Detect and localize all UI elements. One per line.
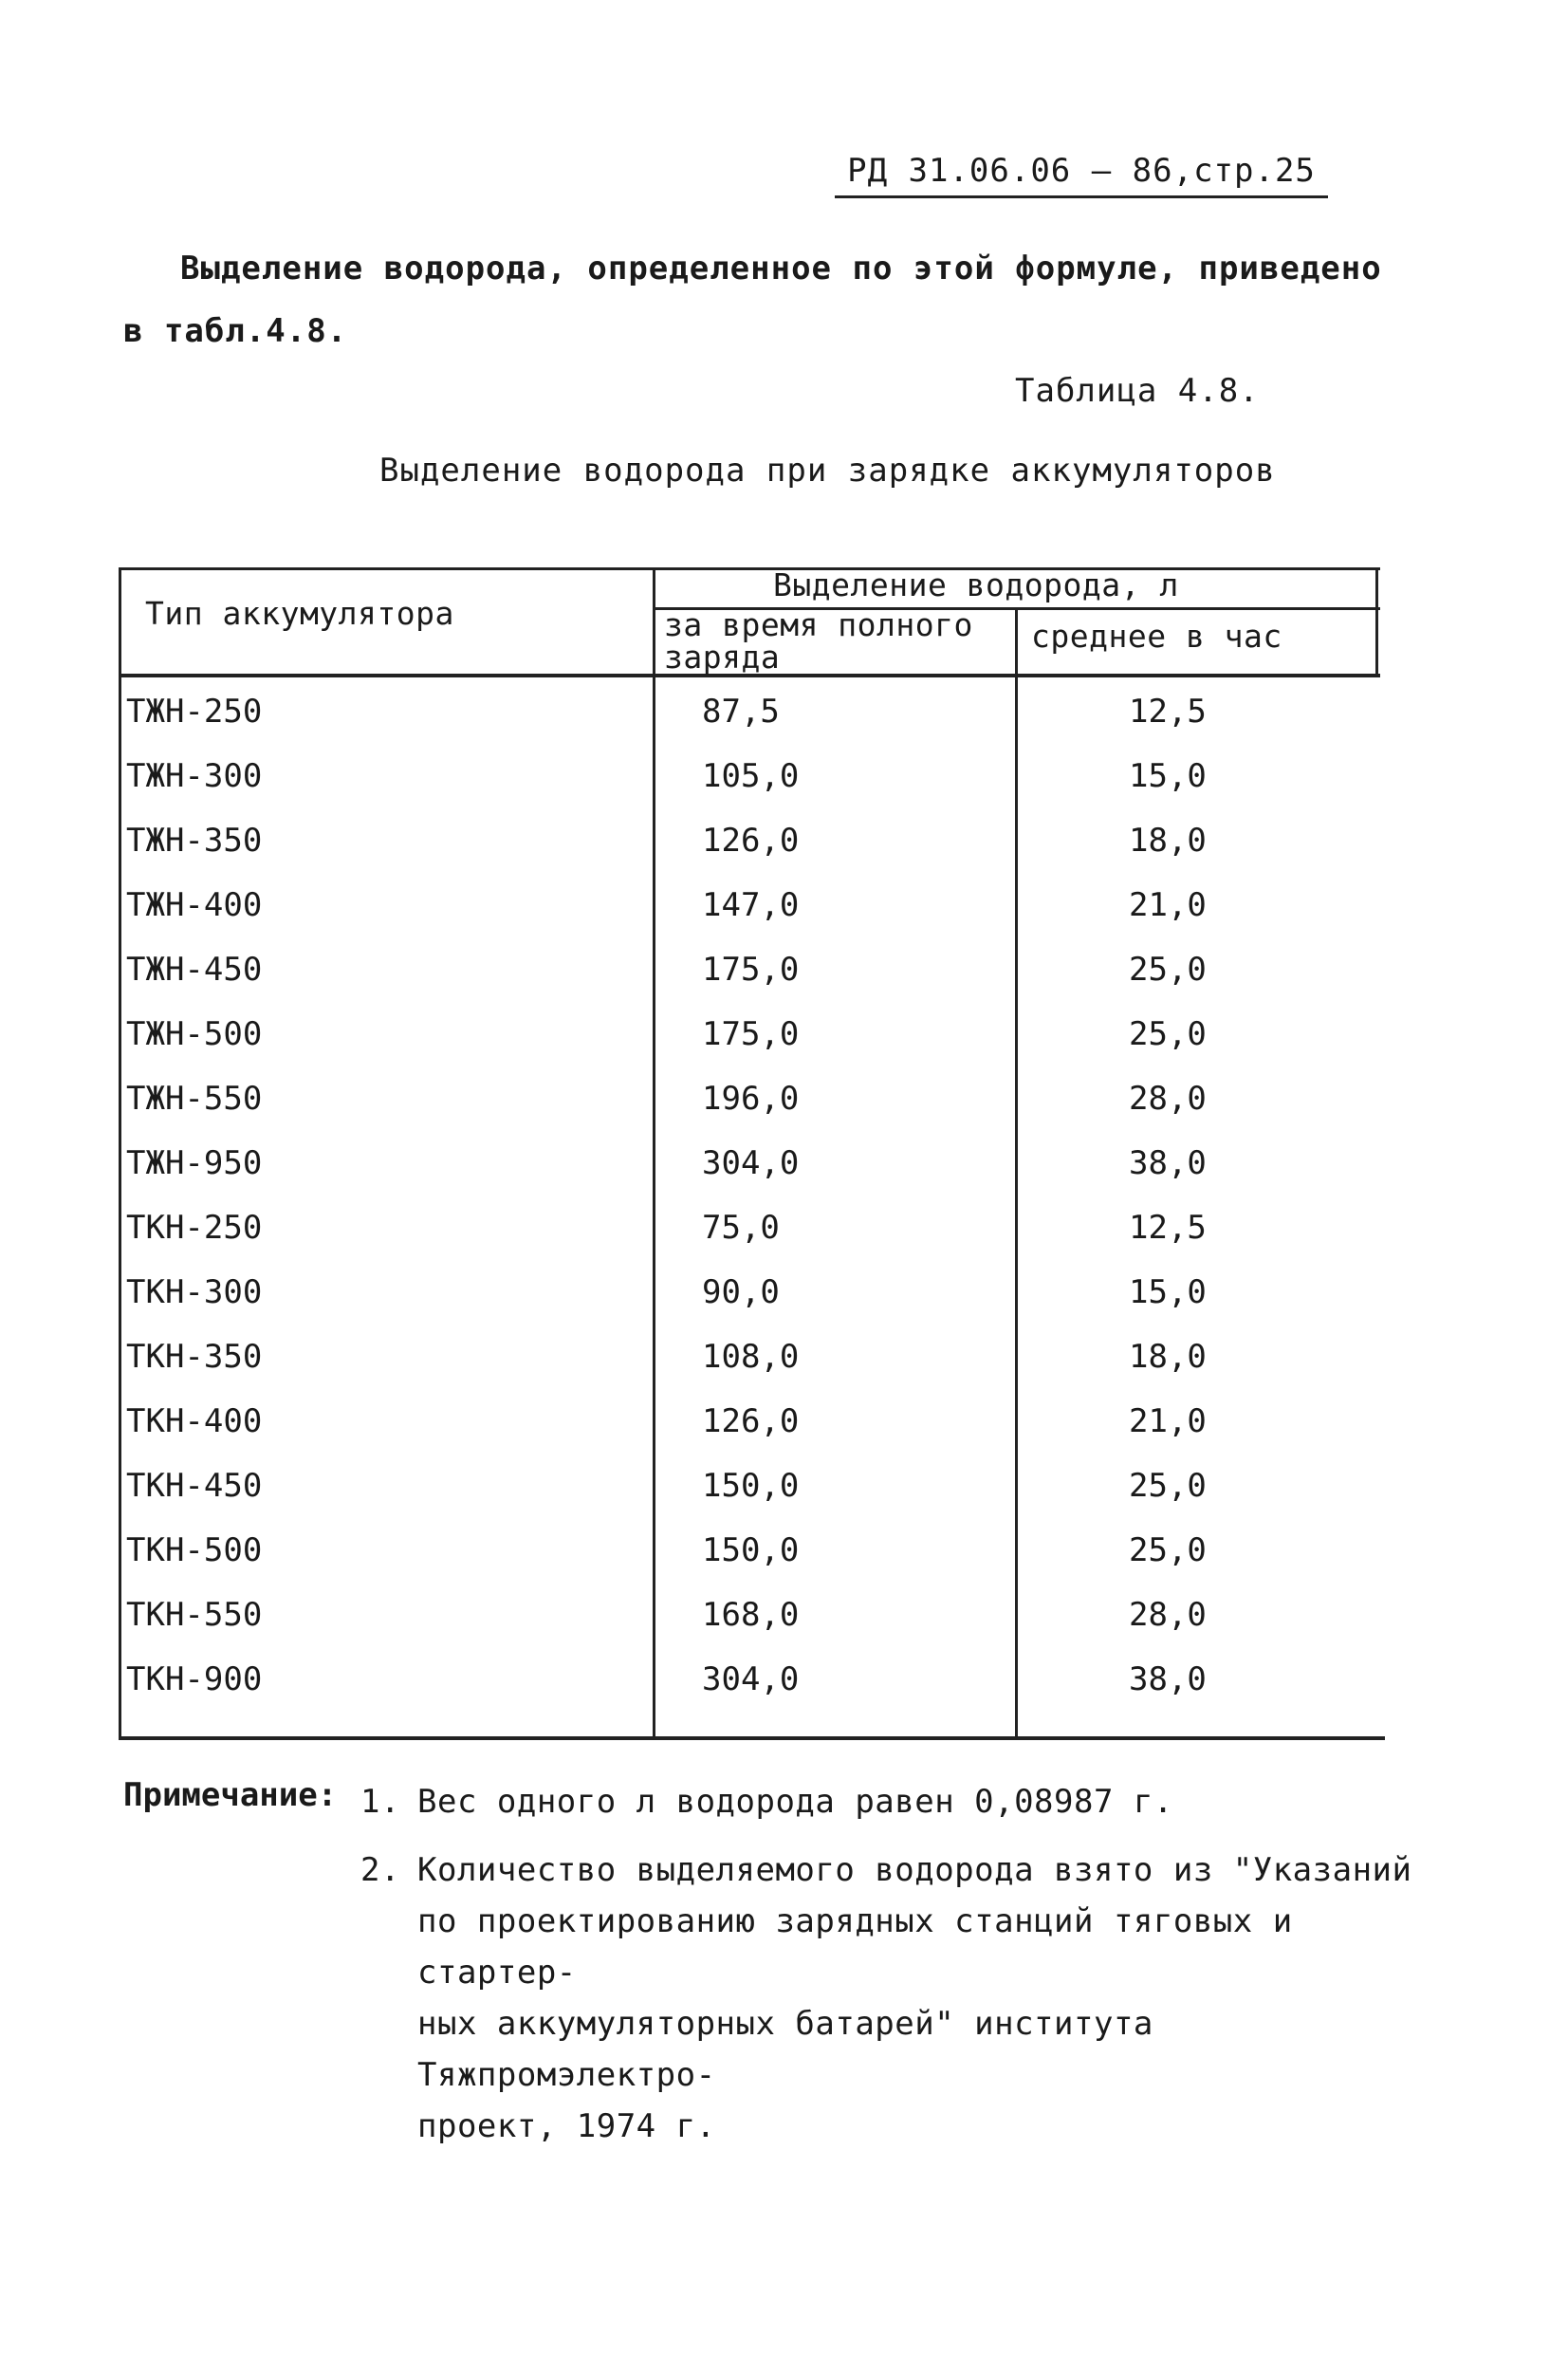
cell-per-hour: 28,0	[1129, 1596, 1207, 1634]
note-label: Примечание:	[123, 1776, 338, 1814]
cell-battery-type: ТЖН-350	[126, 822, 263, 860]
cell-full-charge: 168,0	[702, 1596, 800, 1634]
table-row	[119, 1651, 1380, 1715]
table-row	[119, 748, 1380, 812]
cell-per-hour: 15,0	[1129, 757, 1207, 795]
cell-battery-type: ТКН-300	[126, 1273, 263, 1311]
cell-battery-type: ТКН-550	[126, 1596, 263, 1634]
table-row	[119, 1328, 1380, 1393]
cell-full-charge: 150,0	[702, 1467, 800, 1505]
cell-battery-type: ТКН-350	[126, 1338, 263, 1376]
note-text-2-line-4: проект, 1974 г.	[417, 2107, 716, 2145]
table-row	[119, 683, 1380, 748]
table-row	[119, 1393, 1380, 1457]
cell-full-charge: 304,0	[702, 1660, 800, 1698]
note-text-2-line-1: Количество выделяемого водорода взято из "Указаний	[417, 1851, 1412, 1889]
cell-battery-type: ТКН-500	[126, 1531, 263, 1569]
cell-battery-type: ТЖН-950	[126, 1144, 263, 1182]
table-row	[119, 877, 1380, 941]
cell-full-charge: 105,0	[702, 757, 800, 795]
cell-per-hour: 12,5	[1129, 693, 1207, 731]
cell-full-charge: 304,0	[702, 1144, 800, 1182]
cell-per-hour: 25,0	[1129, 1015, 1207, 1053]
cell-per-hour: 25,0	[1129, 951, 1207, 989]
table-bottom-border	[119, 1736, 1385, 1740]
cell-per-hour: 28,0	[1129, 1080, 1207, 1118]
cell-battery-type: ТКН-900	[126, 1660, 263, 1698]
cell-battery-type: ТЖН-500	[126, 1015, 263, 1053]
document-reference: РД 31.06.06 – 86,стр.25	[835, 152, 1328, 198]
cell-per-hour: 38,0	[1129, 1660, 1207, 1698]
table-row	[119, 1586, 1380, 1651]
cell-per-hour: 38,0	[1129, 1144, 1207, 1182]
cell-per-hour: 18,0	[1129, 822, 1207, 860]
table-row	[119, 1199, 1380, 1264]
cell-battery-type: ТЖН-250	[126, 693, 263, 731]
cell-full-charge: 90,0	[702, 1273, 780, 1311]
table-row	[119, 812, 1380, 877]
intro-line-1: Выделение водорода, определенное по этой формуле, приведено	[180, 250, 1382, 287]
table-row	[119, 1522, 1380, 1586]
cell-per-hour: 21,0	[1129, 886, 1207, 924]
table-number: Таблица 4.8.	[1015, 372, 1260, 410]
table-right-border	[1375, 567, 1378, 674]
header-hydrogen-group: Выделение водорода, л	[773, 566, 1179, 603]
header-full-charge: за время полного заряда	[664, 606, 973, 676]
table-row	[119, 1070, 1380, 1135]
cell-full-charge: 126,0	[702, 822, 800, 860]
cell-per-hour: 18,0	[1129, 1338, 1207, 1376]
note-text-2-line-2: по проектированию зарядных станций тяговых и стартер-	[417, 1902, 1293, 1992]
cell-full-charge: 75,0	[702, 1209, 780, 1247]
cell-full-charge: 175,0	[702, 1015, 800, 1053]
table-row	[119, 941, 1380, 1006]
table-top-border	[119, 567, 1380, 570]
cell-full-charge: 150,0	[702, 1531, 800, 1569]
cell-full-charge: 126,0	[702, 1402, 800, 1440]
table-row	[119, 1457, 1380, 1522]
cell-battery-type: ТЖН-400	[126, 886, 263, 924]
cell-per-hour: 25,0	[1129, 1467, 1207, 1505]
cell-battery-type: ТКН-250	[126, 1209, 263, 1247]
cell-per-hour: 25,0	[1129, 1531, 1207, 1569]
header-per-hour: среднее в час	[1031, 618, 1282, 655]
cell-full-charge: 196,0	[702, 1080, 800, 1118]
table-row	[119, 1006, 1380, 1070]
cell-per-hour: 15,0	[1129, 1273, 1207, 1311]
cell-battery-type: ТЖН-550	[126, 1080, 263, 1118]
cell-full-charge: 108,0	[702, 1338, 800, 1376]
note-item-2	[360, 1844, 1451, 2152]
cell-battery-type: ТЖН-450	[126, 951, 263, 989]
hydrogen-table	[119, 567, 1380, 1741]
cell-battery-type: ТКН-400	[126, 1402, 263, 1440]
note-text-1: Вес одного л водорода равен 0,08987 г.	[417, 1783, 1173, 1821]
note-text-2-line-3: ных аккумуляторных батарей" института Тяжпромэлектро-	[417, 2005, 1153, 2094]
table-body	[119, 683, 1380, 1715]
cell-battery-type: ТКН-450	[126, 1467, 263, 1505]
cell-full-charge: 87,5	[702, 693, 780, 731]
cell-full-charge: 147,0	[702, 886, 800, 924]
cell-per-hour: 12,5	[1129, 1209, 1207, 1247]
cell-battery-type: ТЖН-300	[126, 757, 263, 795]
header-battery-type: Тип аккумулятора	[145, 595, 454, 632]
cell-per-hour: 21,0	[1129, 1402, 1207, 1440]
cell-full-charge: 175,0	[702, 951, 800, 989]
intro-line-2: в табл.4.8.	[123, 312, 348, 350]
note-number-2: 2.	[360, 1851, 400, 1889]
note-item-1	[360, 1776, 1173, 1827]
note-number-1: 1.	[360, 1783, 400, 1821]
table-title: Выделение водорода при зарядке аккумуляторов	[379, 452, 1276, 490]
table-row	[119, 1264, 1380, 1328]
table-row	[119, 1135, 1380, 1199]
